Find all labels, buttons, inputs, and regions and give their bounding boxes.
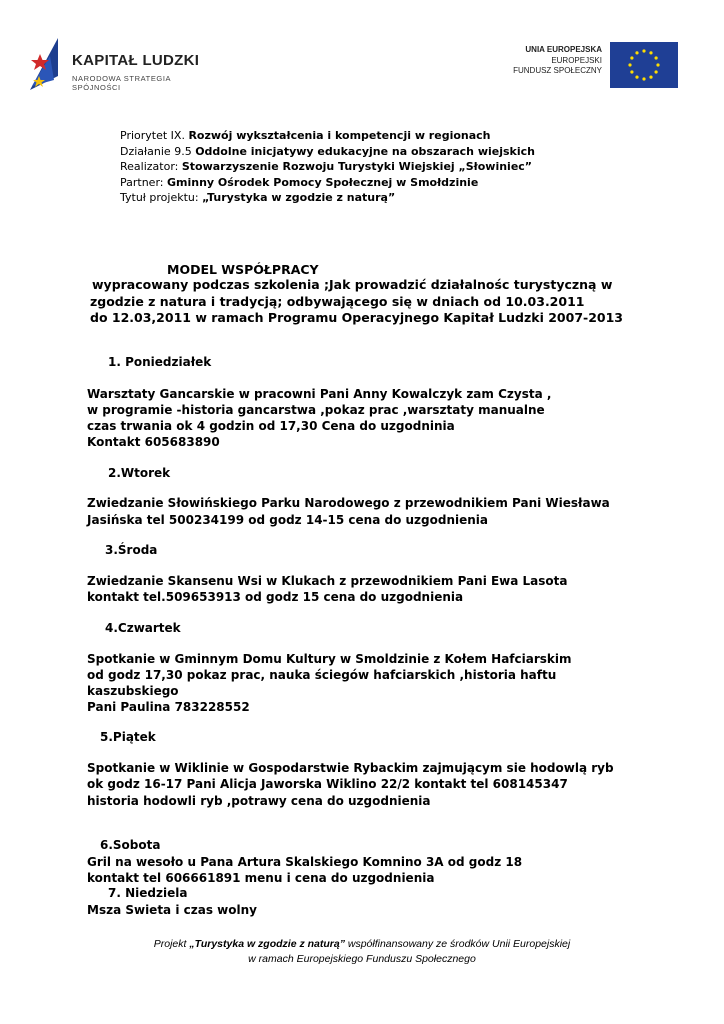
day-text-line: Zwiedzanie Słowińskiego Parku Narodowego z przewodnikiem Pani Wiesława bbox=[87, 496, 610, 510]
day-text-line: ok godz 16-17 Pani Alicja Jaworska Wiklino 22/2 kontakt tel 608145347 bbox=[87, 777, 568, 791]
day-text-line: kontakt tel 606661891 menu i cena do uzgodnienia bbox=[87, 871, 435, 885]
day-text-line: Warsztaty Gancarskie w pracowni Pani Anny Kowalczyk zam Czysta , bbox=[87, 387, 552, 401]
eu-star-icon bbox=[635, 76, 638, 79]
kapital-ludzki-emblem-icon bbox=[28, 36, 72, 92]
intro-line: wypracowany podczas szkolenia ;Jak prowadzić działalnośc turystyczną w bbox=[92, 277, 613, 292]
intro-line: do 12.03,2011 w ramach Programu Operacyjnego Kapitał Ludzki 2007-2013 bbox=[90, 310, 623, 325]
eu-line-2: EUROPEJSKI bbox=[551, 55, 602, 65]
day-heading: 3.Środa bbox=[105, 543, 158, 557]
day-text-line: kontakt tel.509653913 od godz 15 cena do uzgodnienia bbox=[87, 590, 464, 604]
meta-value: Stowarzyszenie Rozwoju Turystyki Wiejskiej „Słowiniec” bbox=[181, 160, 533, 173]
eu-flag-icon bbox=[610, 42, 678, 88]
meta-row bbox=[120, 129, 491, 142]
eu-star-icon bbox=[655, 56, 658, 59]
meta-row bbox=[120, 176, 478, 189]
kapital-ludzki-title: KAPITAŁ LUDZKI bbox=[72, 52, 200, 69]
day-text-line: historia hodowli ryb ,potrawy cena do uzgodnienia bbox=[87, 794, 431, 808]
meta-label: Realizator: bbox=[120, 160, 182, 173]
day-heading: 4.Czwartek bbox=[105, 621, 181, 635]
day-text-line: Msza Swieta i czas wolny bbox=[87, 903, 257, 917]
kapital-ludzki-logo bbox=[28, 36, 218, 96]
footer-suffix: współfinansowany ze środków Unii Europejskiej bbox=[344, 938, 571, 950]
eu-star-icon bbox=[656, 63, 659, 66]
day-text-line: Pani Paulina 783228552 bbox=[87, 700, 250, 714]
eu-star-icon bbox=[655, 70, 658, 73]
meta-value: Oddolne inicjatywy edukacyjne na obszarach wiejskich bbox=[195, 144, 535, 158]
eu-fund-logo bbox=[506, 42, 678, 88]
meta-row bbox=[120, 160, 532, 173]
eu-star-icon bbox=[642, 49, 645, 52]
day-heading: 6.Sobota bbox=[100, 838, 161, 852]
day-text-line: Spotkanie w Wiklinie w Gospodarstwie Rybackim zajmującym sie hodowlą ryb bbox=[87, 761, 614, 775]
day-text-line: kaszubskiego bbox=[87, 684, 179, 698]
day-heading: 5.Piątek bbox=[100, 730, 156, 744]
meta-row bbox=[120, 191, 395, 204]
meta-label: Tytuł projektu: bbox=[120, 191, 203, 204]
eu-fund-text bbox=[513, 45, 602, 77]
day-text-line: czas trwania ok 4 godzin od 17,30 Cena do uzgodninia bbox=[87, 419, 455, 433]
eu-star-icon bbox=[630, 56, 633, 59]
day-text-line: Kontakt 605683890 bbox=[87, 435, 220, 449]
meta-row bbox=[120, 145, 535, 158]
meta-value: Gminny Ośrodek Pomocy Społecznej w Smołdzinie bbox=[167, 175, 479, 189]
day-heading: 1. Poniedziałek bbox=[108, 355, 212, 369]
intro-line: zgodzie z natura i tradycją; odbywającego się w dniach od 10.03.2011 bbox=[90, 294, 585, 309]
eu-star-icon bbox=[649, 51, 652, 54]
day-text-line: od godz 17,30 pokaz prac, nauka ściegów hafciarskich ,historia haftu bbox=[87, 668, 557, 682]
day-text-line: Spotkanie w Gminnym Domu Kultury w Smoldzinie z Kołem Hafciarskim bbox=[87, 652, 572, 666]
day-heading: 2.Wtorek bbox=[108, 466, 171, 480]
day-text-line: Zwiedzanie Skansenu Wsi w Klukach z przewodnikiem Pani Ewa Lasota bbox=[87, 574, 568, 588]
meta-label: Działanie 9.5 bbox=[120, 144, 196, 158]
eu-line-3: FUNDUSZ SPOŁECZNY bbox=[513, 66, 602, 75]
eu-star-icon bbox=[635, 51, 638, 54]
eu-star-icon bbox=[630, 70, 633, 73]
eu-star-icon bbox=[642, 77, 645, 80]
meta-label: Partner: bbox=[120, 175, 167, 189]
eu-line-1: UNIA EUROPEJSKA bbox=[525, 45, 602, 54]
day-text-line: w programie -historia gancarstwa ,pokaz prac ,warsztaty manualne bbox=[87, 403, 545, 417]
footer-line-2: w ramach Europejskiego Funduszu Społecznego bbox=[248, 953, 476, 965]
footer-prefix: Projekt bbox=[153, 938, 190, 950]
footer-project-title: „Turystyka w zgodzie z naturą” bbox=[189, 938, 345, 950]
document-title: MODEL WSPÓŁPRACY bbox=[167, 262, 319, 277]
day-heading: 7. Niedziela bbox=[108, 886, 188, 900]
day-text-line: Gril na wesoło u Pana Artura Skalskiego Komnino 3A od godz 18 bbox=[87, 855, 523, 869]
meta-value: Rozwój wykształcenia i kompetencji w regionach bbox=[188, 129, 491, 142]
meta-label: Priorytet IX. bbox=[120, 129, 189, 142]
meta-value: „Turystyka w zgodzie z naturą” bbox=[202, 191, 396, 204]
kapital-ludzki-subtitle: NARODOWA STRATEGIA SPÓJNOŚCI bbox=[72, 74, 171, 92]
eu-star-icon bbox=[628, 63, 631, 66]
footer-line-1 bbox=[0, 938, 724, 950]
eu-star-icon bbox=[649, 76, 652, 79]
day-text-line: Jasińska tel 500234199 od godz 14-15 cena do uzgodnienia bbox=[87, 513, 488, 527]
